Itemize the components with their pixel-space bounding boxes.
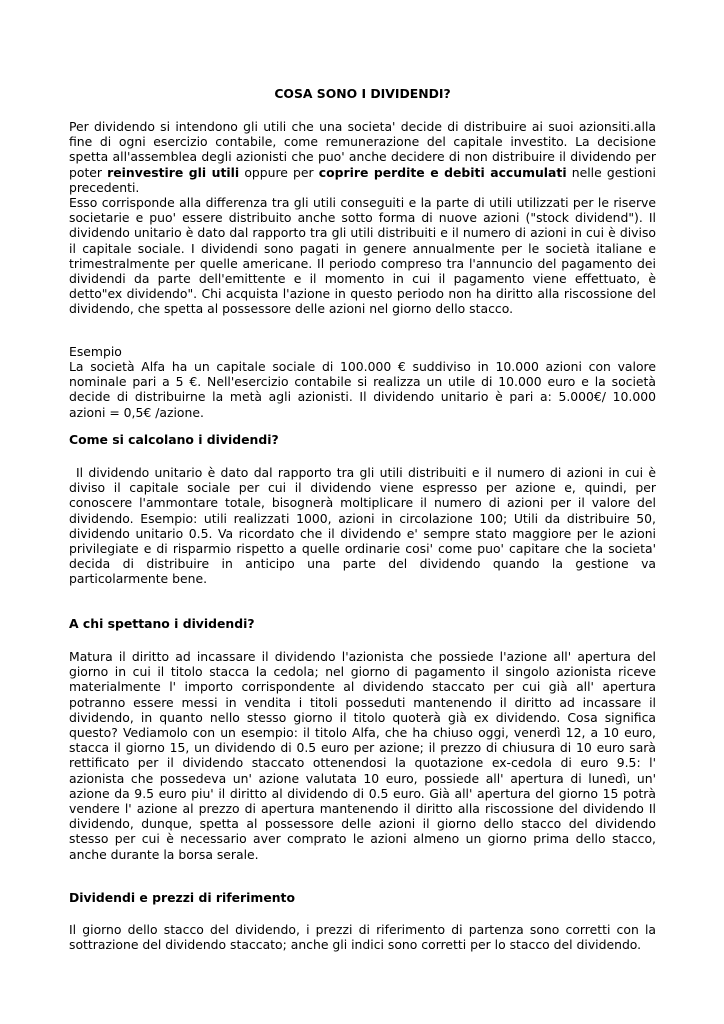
example-label: Esempio: [69, 344, 122, 359]
intro-bold-cover: coprire perdite e debiti accumulati: [318, 164, 567, 180]
section-text-calc: Il dividendo unitario è dato dal rapporto tra gli utili distribuiti e il numero di azioni in cui è diviso il capitale sociale per cui il dividendo viene espresso per azione e, quindi, per conoscere l'ammontare totale, bisognerà moltiplicare il numero di azioni per il valore del dividendo. Esempio: utili realizzati 1000, azioni in circolazione 100; Utili da distribuire 50, dividendo unitario 0.5. Va ricordato che il dividendo e' sempre stato maggiore per le azioni privilegiate e di risparmio rispetto a quelle ordinarie cosi' come puo' capitare che la societa' decida di distribuire in anticipo una parte del dividendo quando la gestione va particolarmente bene.: [69, 465, 656, 587]
section-heading-prices: Dividendi e prezzi di riferimento: [69, 890, 295, 905]
section-heading-calc: Come si calcolano i dividendi?: [69, 432, 279, 447]
section-heading-who: A chi spettano i dividendi?: [69, 616, 255, 631]
intro-paragraph: [69, 119, 656, 195]
section-text-who: Matura il diritto ad incassare il dividendo l'azionista che possiede l'azione all' apertura del giorno in cui il titolo stacca la cedola; nel giorno di pagamento il singolo azionista riceve materialmente l' importo corrispondente al dividendo staccato per cui già all' apertura potranno essere messi in vendita i titoli posseduti mantenendo il diritto ad incassare il dividendo, in quanto nello stesso giorno il titolo quoterà già ex dividendo. Cosa significa questo? Vediamolo con un esempio: il titolo Alfa, che ha chiuso oggi, venerdì 12, a 10 euro, stacca il giorno 15, un dividendo di 0.5 euro per azione; il prezzo di chiusura di 10 euro sarà rettificato per il dividendo staccato ottenendosi la quotazione ex-cedola di euro 9.5: l' azionista che possedeva un' azione valutata 10 euro, possiede all' apertura di lunedì, un' azione da 9.5 euro piu' il diritto al dividendo di 0.5 euro. Già all' apertura del giorno 15 potrà vendere l' azione al prezzo di apertura mantenendo il diritto alla riscossione del dividendo Il dividendo, dunque, spetta al possessore delle azioni il giorno dello stacco del dividendo stesso per cui è necessario aver comprato le azioni almeno un giorno prima dello stacco, anche durante la borsa serale.: [69, 649, 656, 862]
document-title: COSA SONO I DIVIDENDI?: [274, 86, 451, 101]
intro-bold-reinvest: reinvestire gli utili: [107, 164, 240, 180]
intro-tail: nelle gestioni precedenti.: [69, 164, 656, 195]
example-text: La società Alfa ha un capitale sociale di 100.000 € suddiviso in 10.000 azioni con valore nominale pari a 5 €. Nell'esercizio contabile si realizza un utile di 10.000 euro e la società decide di distribuirne la metà agli azionisti. Il dividendo unitario è pari a: 5.000€/ 10.000 azioni = 0,5€ /azione.: [69, 359, 656, 420]
section-text-prices: Il giorno dello stacco del dividendo, i prezzi di riferimento di partenza sono corretti con la sottrazione del dividendo staccato; anche gli indici sono corretti per lo stacco del dividendo.: [69, 922, 656, 953]
intro-text: Per dividendo si intendono gli utili che una societa' decide di distribuire ai suoi azionsiti.alla fine di ogni esercizio contabile, come remunerazione del capitale investito. La decisione spetta all'assemblea degli azionisti che puo' anche decidere di non distribuire il dividendo per poter: [69, 119, 656, 180]
intro-mid: oppure per: [244, 164, 314, 180]
intro-paragraph-2: Esso corrisponde alla differenza tra gli utili conseguiti e la parte di utili utilizzati per le riserve societarie e puo' essere distribuito anche sotto forma di nuove azioni ("stock dividend"). Il dividendo unitario è dato dal rapporto tra gli utili distribuiti e il numero di azioni in cui è diviso il capitale sociale. I dividendi sono pagati in genere annualmente per le società italiane e trimestralmente per quelle americane. Il periodo compreso tra l'annuncio del pagamento dei dividendi da parte dell'emittente e il momento in cui il pagamento viene effettuato, è detto"ex dividendo". Chi acquista l'azione in questo periodo non ha diritto alla riscossione del dividendo, che spetta al possessore delle azioni nel giorno dello stacco.: [69, 195, 656, 317]
